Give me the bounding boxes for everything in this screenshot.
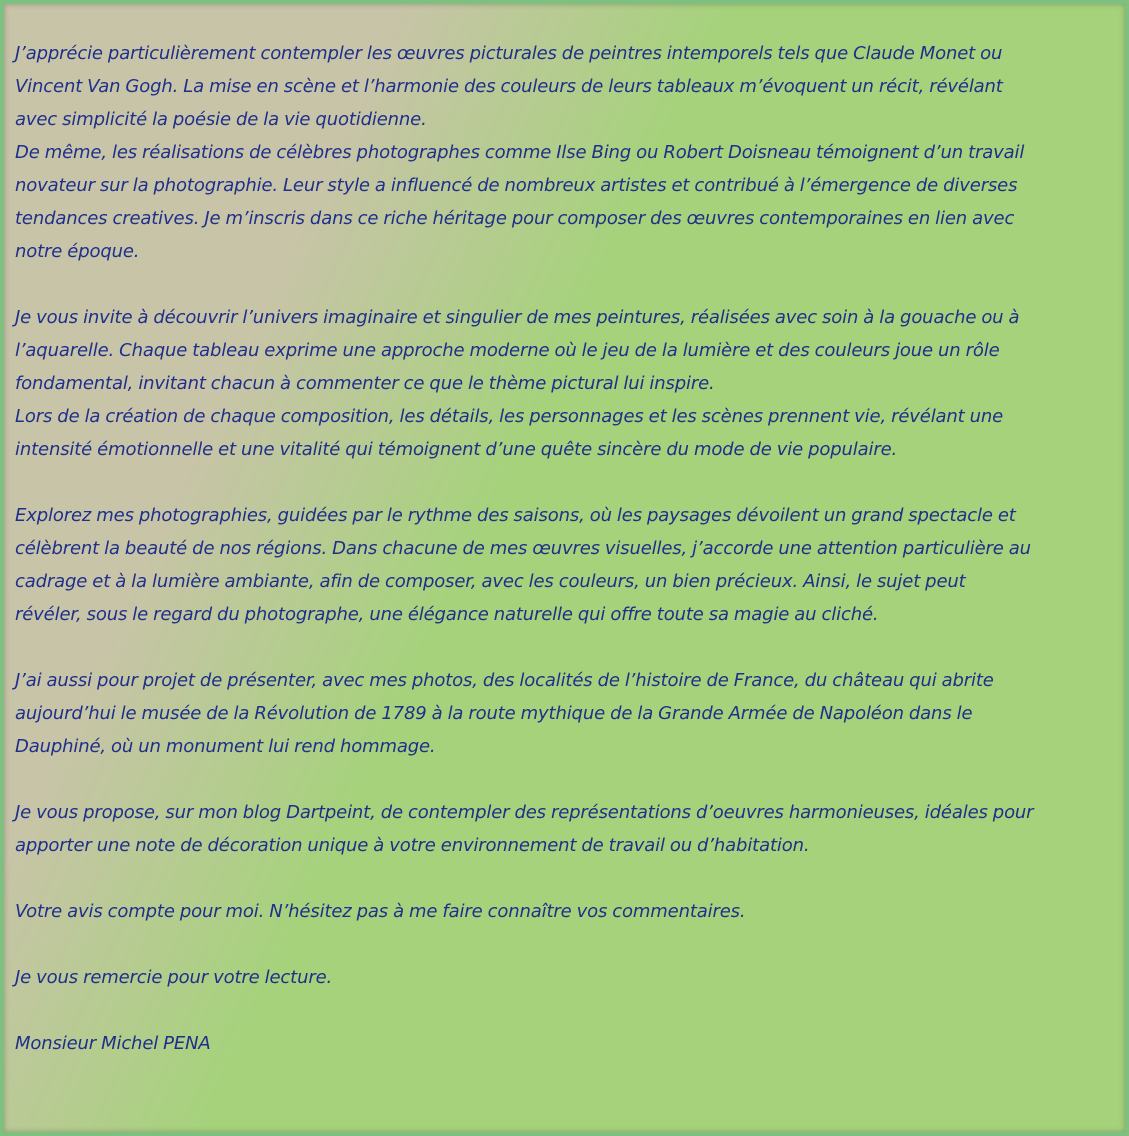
text-line: Vincent Van Gogh. La mise en scène et l’harmonie des couleurs de leurs tableaux m’évoquent un récit, révélant — [15, 76, 1003, 97]
text-line: apporter une note de décoration unique à votre environnement de travail ou d’habitation. — [15, 835, 810, 856]
text-line: Dauphiné, où un monument lui rend hommage. — [15, 736, 436, 757]
text-line: novateur sur la photographie. Leur style a influencé de nombreux artistes et contribué à l’émergence de diverses — [15, 175, 1018, 196]
text-line: Explorez mes photographies, guidées par le rythme des saisons, où les paysages dévoilent un grand spectacle et — [15, 505, 1016, 526]
text-line: De même, les réalisations de célèbres photographes comme Ilse Bing ou Robert Doisneau témoignent d’un travail — [15, 142, 1025, 163]
text-line: notre époque. — [15, 241, 140, 262]
paragraph-paintings — [15, 301, 1125, 466]
signature-name: Monsieur Michel PENA — [15, 1033, 211, 1054]
text-line: J’ai aussi pour projet de présenter, avec mes photos, des localités de l’histoire de France, du château qui abrite — [15, 670, 994, 691]
text-line: intensité émotionnelle et une vitalité qui témoignent d’une quête sincère du mode de vie populaire. — [15, 439, 898, 460]
text-line: Lors de la création de chaque composition, les détails, les personnages et les scènes prennent vie, révélant une — [15, 406, 1004, 427]
text-line: Votre avis compte pour moi. N’hésitez pas à me faire connaître vos commentaires. — [15, 901, 746, 922]
paragraph-feedback — [15, 895, 1125, 928]
paragraph-intro — [15, 37, 1125, 268]
paragraph-thanks — [15, 961, 1125, 994]
paragraph-history — [15, 664, 1125, 763]
document-body — [15, 37, 1125, 1093]
text-line: Je vous invite à découvrir l’univers imaginaire et singulier de mes peintures, réalisées avec soin à la gouache ou à — [15, 307, 1020, 328]
text-line: Je vous remercie pour votre lecture. — [15, 967, 333, 988]
signature — [15, 1027, 1125, 1060]
text-line: Je vous propose, sur mon blog Dartpeint, de contempler des représentations d’oeuvres harmonieuses, idéales pour — [15, 802, 1034, 823]
text-line: J’apprécie particulièrement contempler les œuvres picturales de peintres intemporels tels que Claude Monet ou — [15, 43, 1003, 64]
text-line: fondamental, invitant chacun à commenter ce que le thème pictural lui inspire. — [15, 373, 715, 394]
text-line: révéler, sous le regard du photographe, une élégance naturelle qui offre toute sa magie au cliché. — [15, 604, 879, 625]
paragraph-blog — [15, 796, 1125, 862]
text-line: cadrage et à la lumière ambiante, afin de composer, avec les couleurs, un bien précieux. Ainsi, le sujet peut — [15, 571, 966, 592]
text-line: l’aquarelle. Chaque tableau exprime une approche moderne où le jeu de la lumière et des couleurs joue un rôle — [15, 340, 1000, 361]
text-line: célèbrent la beauté de nos régions. Dans chacune de mes œuvres visuelles, j’accorde une attention particulière au — [15, 538, 1031, 559]
text-line: avec simplicité la poésie de la vie quotidienne. — [15, 109, 427, 130]
paragraph-photographs — [15, 499, 1125, 631]
text-line: aujourd’hui le musée de la Révolution de 1789 à la route mythique de la Grande Armée de Napoléon dans le — [15, 703, 973, 724]
text-line: tendances creatives. Je m’inscris dans ce riche héritage pour composer des œuvres contemporaines en lien avec — [15, 208, 1015, 229]
